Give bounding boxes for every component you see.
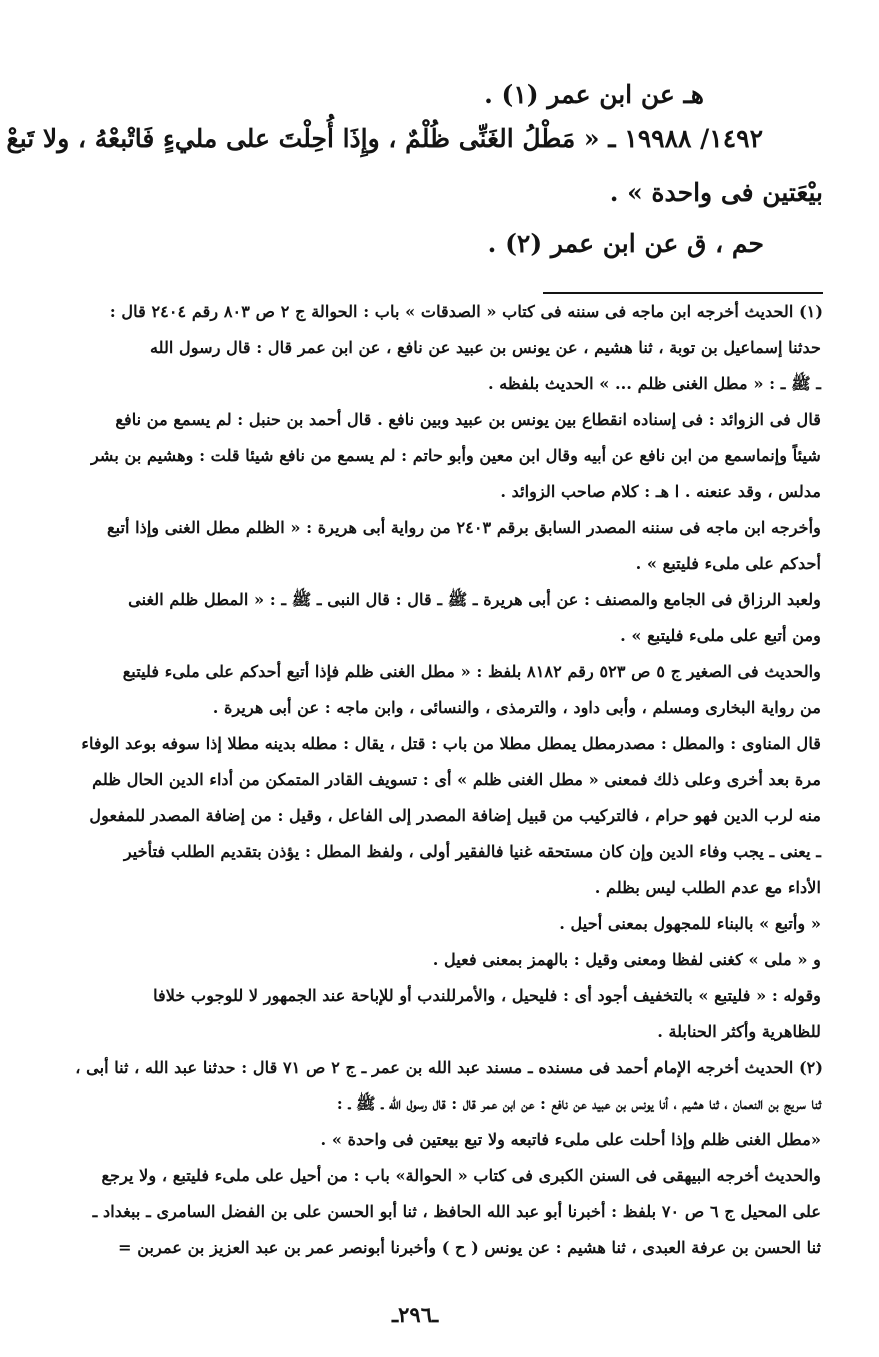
main-line-2: ١٤٩٢/ ١٩٩٨٨ ـ « مَطْلُ الغَنِّى ظُلْمٌ ، وإِذَا أُحِلْتَ على مليءٍ فَاتْبعْهُ ، ولا تَبعْ xyxy=(6,124,763,153)
footnote-line: قال المناوى : والمطل : مصدرمطل يمطل مطلا من باب : قتل ، يقال : مطله بدينه مطلا إذا سوفه بوعد الوفاء xyxy=(81,734,821,753)
footnote-line: ولعبد الرزاق فى الجامع والمصنف : عن أبى هريرة ـ ﷺ ـ قال : قال النبى ـ ﷺ ـ : « المطل ظلم الغنى xyxy=(128,590,821,609)
main-line-3: بيْعَتين فى واحدة » . xyxy=(609,178,823,207)
footnote-line: (١) الحديث أخرجه ابن ماجه فى سننه فى كتاب « الصدقات » باب : الحوالة ج ٢ ص ٨٠٣ رقم ٢٤٠٤ قال : xyxy=(109,302,823,321)
footnote-line: منه لرب الدين فهو حرام ، فالتركيب من قبيل إضافة المصدر إلى الفاعل ، وقيل : من إضافة المصدر للمفعول xyxy=(89,806,821,825)
footnote-line: للظاهرية وأكثر الحنابلة . xyxy=(657,1022,821,1041)
footnote-line: ثنا الحسن بن عرفة العبدى ، ثنا هشيم : عن يونس ( ح ) وأخبرنا أبونصر عمر بن عبد العزيز بن عمربن = xyxy=(118,1238,821,1257)
footnote-line: ـ يعنى ـ يجب وفاء الدين وإن كان مستحقه غنيا فالفقير أولى ، ولفظ المطل : يؤذن بتقديم الطلب فتأخير xyxy=(123,842,821,861)
footnote-line: وأخرجه ابن ماجه فى سننه المصدر السابق برقم ٢٤٠٣ من رواية أبى هريرة : « الظلم مطل الغنى وإذا أتبع xyxy=(106,518,821,537)
footnote-line: الأداء مع عدم الطلب ليس بظلم . xyxy=(594,878,821,897)
footnote-line: حدثنا إسماعيل بن توبة ، ثنا هشيم ، عن يونس بن عبيد عن نافع ، عن ابن عمر قال : قال رسول الله xyxy=(149,338,821,357)
footnote-line: ومن أتبع على ملىء فليتبع » . xyxy=(620,626,821,645)
footnote-line: و « ملى » كغنى لفظا ومعنى وقيل : بالهمز بمعنى فعيل . xyxy=(432,950,821,969)
footnote-line: (٢) الحديث أخرجه الإمام أحمد فى مسنده ـ مسند عبد الله بن عمر ـ ج ٢ ص ٧١ قال : حدثنا عبد الله ، ثنا أبى ، xyxy=(75,1058,823,1077)
footnote-line: « وأتبع » بالبناء للمجهول بمعنى أحيل . xyxy=(559,914,821,933)
footnote-line: وقوله : « فليتبع » بالتخفيف أجود أى : فليحيل ، والأمرللندب أو للإباحة عند الجمهور لا للوجوب خلافا xyxy=(153,986,821,1005)
page-number: ـ٢٩٦ـ xyxy=(392,1302,439,1327)
footnote-line: من رواية البخارى ومسلم ، وأبى داود ، والترمذى ، والنسائى ، وابن ماجه : عن أبى هريرة . xyxy=(212,698,821,717)
footnote-line: قال فى الزوائد : فى إسناده انقطاع بين يونس بن عبيد وبين نافع . قال أحمد بن حنبل : لم يسمع من نافع xyxy=(115,410,821,429)
footnote-line: أحدكم على ملىء فليتبع » . xyxy=(635,554,821,573)
footnote-line: على المحيل ج ٦ ص ٧٠ بلفظ : أخبرنا أبو عبد الله الحافظ ، ثنا أبو الحسن على بن الفضل السامرى ـ ببغداد ـ xyxy=(92,1202,821,1221)
footnote-line: شيئاً وإنماسمع من ابن نافع عن أبيه وقال ابن معين وأبو حاتم : لم يسمع من نافع شيئا قلت : وهشيم بن بشر xyxy=(91,446,821,465)
footnote-line: «مطل الغنى ظلم وإذا أحلت على ملىء فاتبعه ولا تبع بيعتين فى واحدة » . xyxy=(320,1130,821,1149)
footnote-line: ثنا سريج بن النعمان ، ثنا هشيم ، أنا يونس بن عبيد عن نافع : عن ابن عمر قال : قال رسول الله ـ ﷺ ـ : xyxy=(336,1094,821,1113)
footnote-line: مرة بعد أخرى وعلى ذلك فمعنى « مطل الغنى ظلم » أى : تسويف القادر المتمكن من أداء الدين الحال ظلم xyxy=(92,770,821,789)
footnote-line: والحديث فى الصغير ج ٥ ص ٥٢٣ رقم ٨١٨٢ بلفظ : « مطل الغنى ظلم فإذا أتبع أحدكم على ملىء فليتبع xyxy=(122,662,821,681)
footnote-line: مدلس ، وقد عنعنه . ا هـ : كلام صاحب الزوائد . xyxy=(500,482,821,501)
footnote-separator xyxy=(543,292,823,294)
main-line-1: هـ عن ابن عمر (١) . xyxy=(484,80,704,109)
footnote-line: والحديث أخرجه البيهقى فى السنن الكبرى فى كتاب « الحوالة» باب : من أحيل على ملىء فليتبع ، ولا يرجع xyxy=(101,1166,821,1185)
footnote-line: ـ ﷺ ـ : « مطل الغنى ظلم ... » الحديث بلفظه . xyxy=(487,374,821,393)
main-line-4: حم ، ق عن ابن عمر (٢) . xyxy=(487,229,764,258)
